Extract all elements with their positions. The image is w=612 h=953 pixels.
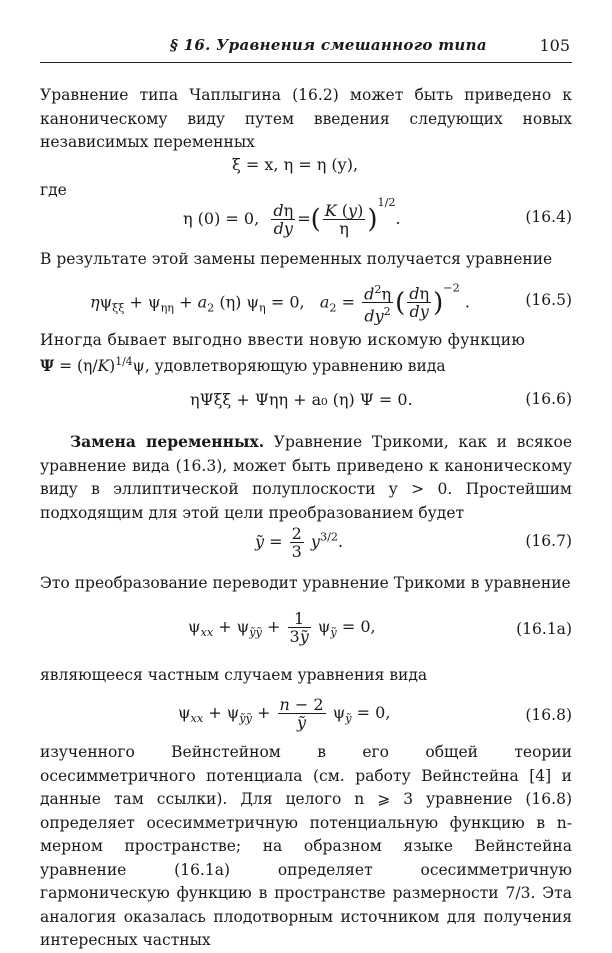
- book-page: § 16. Уравнения смешанного типа 105 Уравнение типа Чаплыгина (16.2) может быть приведено к каноническому виду путем введения следующих новых независимых переменных ξ = x, η = η (y), где η (0) = 0, $\frac{d\eta}{dy}$ =( $\frac{K (y)}{\eta}$ )$^{1/2}$. (16.4) В результате этой замены переменных получается уравнение $\eta\psi_{\xi\xi} + \psi_{\eta\eta} + a_2$ (η) $\psi_\eta = 0$, $a_2$ = $\frac{d^2\eta}{dy^2}$ ( $\frac{d\eta}{dy}$ )$^{-2}$ . (16.5) Иногда бывает выгодно ввести новую искомую функцию $\Psi = (\eta/K)^{1/4}\psi$, удовлетворяющую уравнению вида ηΨξξ + Ψηη + a₀ (η) Ψ = 0. (16.6) Замена переменных. Уравнение Трикоми, как и всякое уравнение вида (16.3), может быть приведено к каноническому виду в эллиптической полуплоскости y > 0. Простейшим подходящим для этой цели преобразованием будет ỹ = $\frac{2}{3}$ $y^{3/2}$. (16.7) Это преобразование переводит уравнение Трикоми в уравнение $\psi_{xx} + \psi_{yy}$ + $\frac{1}{3y}$ $\psi_y = 0$, (16.1a) являющееся частным случаем уравнения вида $\psi_{xx} + \psi_{yy}$ + $\frac{n - 2}{y}$ $\psi_y = 0$, (16.8) изученного Вейнстейном в его общей теории осесимметричного потенциала (см. работу Вейнстейна [4] и данные там ссылки). Для целого n ⩾ 3 уравнение (16.8) определяет осесимметричную потенциальную функцию в n-мерном пространстве; на образном языке Вейнстейна уравнение (16.1a) определяет осесимметричную гармоническую функцию в пространстве размерности 7/3. Эта аналогия оказалась плодотворным источником для получения интересных частных: [0, 0, 612, 950]
- word-where: где: [40, 181, 67, 199]
- eq1a-number: 16.1a: [522, 620, 566, 638]
- eq5-number: 16.5: [531, 291, 566, 309]
- paragraph-weinstein: изученного Вейнстейном в его общей теории осесимметричного потенциала (см. работу Вейнстейна [4] и данные там ссылки). Для целого n ⩾ 3 уравнение (16.8) определяет осесимметричную потенциальную функцию в n-мерном пространстве; на образном языке Вейнстейна уравнение (16.1a) определяет осесимметричную гармоническую функцию в пространстве размерности 7/3. Эта аналогия оказалась плодотворным источником для получения интересных частных: [40, 743, 572, 949]
- equation-xi-eta: ξ = x, η = η (y),: [232, 155, 359, 174]
- equation-16-1a: $\psi_{xx} + \psi_{yy}$ + $\frac{1}{3y}$ $\psi_y = 0$,: [188, 609, 376, 646]
- paragraph-tricomi: [40, 430, 572, 525]
- paragraph-new-function-line2: $\Psi = (\eta/K)^{1/4}\psi$, удовлетворяющую уравнению вида: [40, 355, 446, 376]
- eq7-number: 16.7: [531, 532, 566, 550]
- equation-16-8: $\psi_{xx} + \psi_{yy}$ + $\frac{n - 2}{y}$ $\psi_y = 0$,: [178, 695, 391, 732]
- eq6-number: 16.6: [531, 390, 566, 408]
- running-header: [40, 34, 572, 63]
- subsection-heading: Замена переменных.: [70, 432, 265, 451]
- paragraph-new-function-line1: Иногда бывает выгодно ввести новую искомую функцию: [40, 331, 526, 349]
- paragraph-new-function-rest: , удовлетворяющую уравнению вида: [144, 357, 446, 376]
- equation-16-4: η (0) = 0, $\frac{d\eta}{dy}$ =( $\frac{K (y)}{\eta}$ )$^{1/2}$.: [183, 196, 401, 238]
- paragraph-chaplygin: Уравнение типа Чаплыгина (16.2) может быть приведено к каноническому виду путем введения следующих новых независимых переменных: [40, 86, 572, 151]
- paragraph-special-case: являющееся частным случаем уравнения вида: [40, 666, 428, 684]
- eq4-left: η (0) = 0,: [183, 209, 260, 228]
- paragraph-transformation: Это преобразование переводит уравнение Трикоми в уравнение: [40, 574, 571, 592]
- eq8-number: 16.8: [531, 706, 566, 724]
- equation-16-7: ỹ = $\frac{2}{3}$ $y^{3/2}$.: [255, 524, 344, 561]
- page-number: 105: [539, 36, 570, 55]
- equation-16-5: $\eta\psi_{\xi\xi} + \psi_{\eta\eta} + a_2$ (η) $\psi_\eta = 0$, $a_2$ = $\frac{d^2\eta}{dy^2}$ ( $\frac{d\eta}{dy}$ )$^{-2}$ .: [90, 281, 470, 326]
- equation-16-6: ηΨξξ + Ψηη + a₀ (η) Ψ = 0.: [190, 390, 413, 409]
- section-title: § 16. Уравнения смешанного типа: [170, 36, 487, 54]
- eq4-number: 16.4: [531, 208, 566, 226]
- paragraph-tricomi-text: Уравнение Трикоми, как и всякое уравнение вида (16.3), может быть приведено к каноническому виду в эллиптической полуплоскости y > 0. Простейшим подходящим для этой цели преобразованием будет: [40, 433, 572, 522]
- paragraph-substitution: В результате этой замены переменных получается уравнение: [40, 250, 553, 268]
